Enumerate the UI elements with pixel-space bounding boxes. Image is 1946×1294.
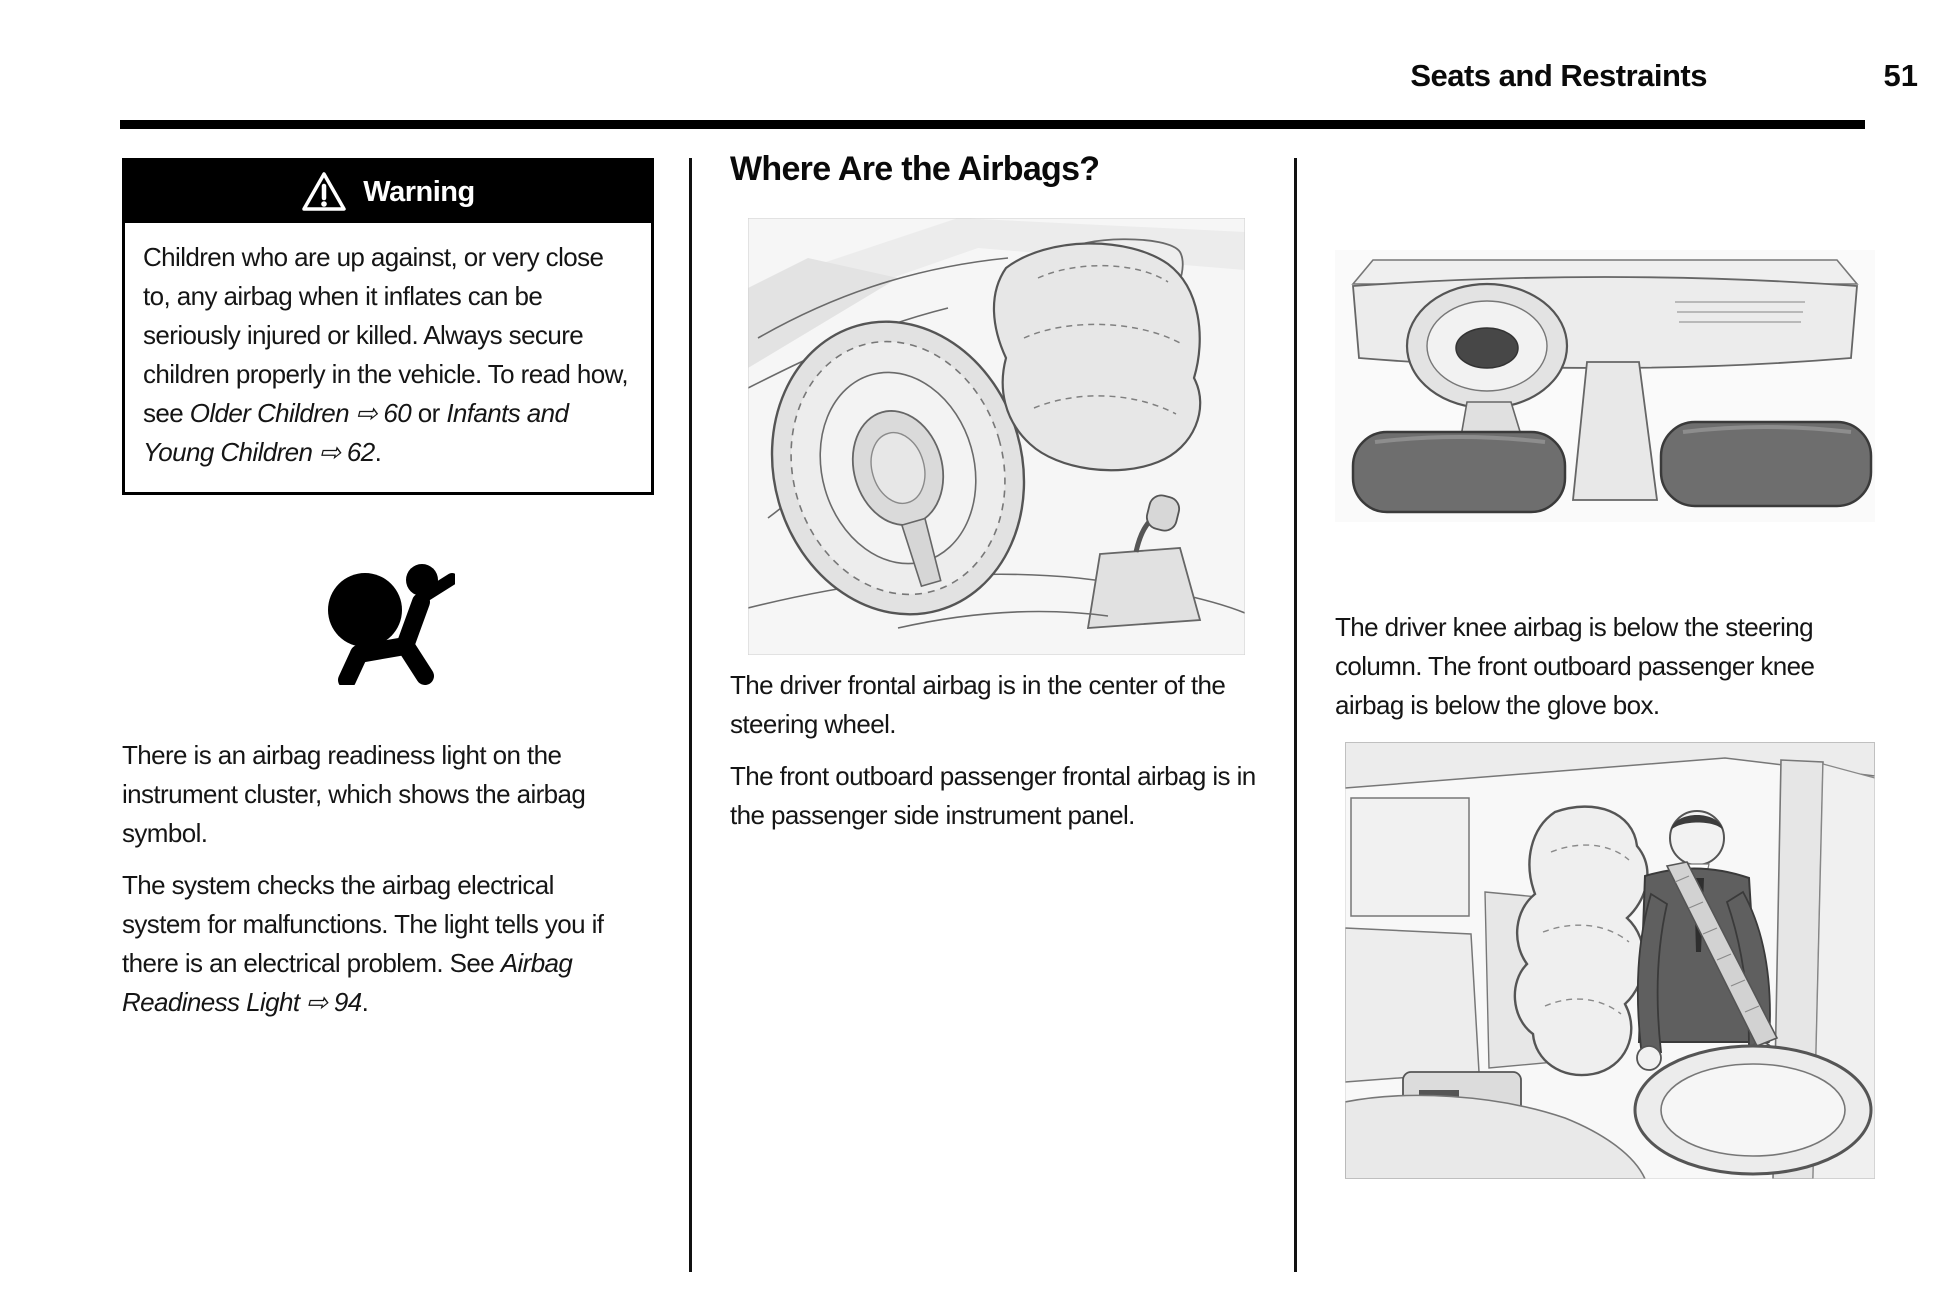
ref-older-children: Older Children ⇨ 60 xyxy=(189,398,412,428)
section-heading: Where Are the Airbags? xyxy=(730,150,1100,188)
warning-box-header xyxy=(125,161,651,223)
ref-airbag-readiness-light: Airbag Readiness Light ⇨ 94 xyxy=(122,948,573,1017)
page-number: 51 xyxy=(1883,58,1918,93)
header-rule xyxy=(120,120,1865,129)
middle-column-text xyxy=(730,666,1275,848)
warning-text: . xyxy=(374,437,382,467)
warning-text: Children who are up against, or very close to, any airbag when it inflates can be seriously injured or killed. Always secure children properly in the vehicle. To read how, see xyxy=(143,242,628,428)
warning-text: or xyxy=(411,398,447,428)
airbag-readiness-icon xyxy=(325,550,455,685)
warning-body xyxy=(125,223,651,492)
figure-driver-frontal-airbag xyxy=(748,218,1245,655)
column-divider-2 xyxy=(1294,158,1297,1272)
ref-infants-young-children: Infants and Young Children ⇨ 62 xyxy=(143,398,569,467)
section-title: Seats and Restraints xyxy=(1410,58,1707,93)
figure-driver-knee-airbag xyxy=(1345,742,1875,1179)
body-text: . xyxy=(361,987,369,1017)
figure-knee-airbags xyxy=(1335,250,1875,522)
warning-box xyxy=(122,158,654,495)
paragraph-system-check xyxy=(122,866,604,1022)
left-column-text xyxy=(122,736,604,1035)
right-column-text xyxy=(1335,608,1883,738)
warning-triangle-icon xyxy=(301,171,347,213)
column-divider-1 xyxy=(689,158,692,1272)
paragraph-airbag-readiness: There is an airbag readiness light on the instrument cluster, which shows the airbag symbol. xyxy=(122,740,586,848)
body-text: The system checks the airbag electrical system for malfunctions. The light tells you if there is an electrical problem. See xyxy=(122,870,604,978)
paragraph-driver-frontal: The driver frontal airbag is in the center of the steering wheel. xyxy=(730,670,1226,739)
paragraph-knee-airbags: The driver knee airbag is below the steering column. The front outboard passenger knee airbag is below the glove box. xyxy=(1335,612,1815,720)
paragraph-passenger-frontal: The front outboard passenger frontal airbag is in the passenger side instrument panel. xyxy=(730,761,1256,830)
warning-title: Warning xyxy=(363,175,475,208)
